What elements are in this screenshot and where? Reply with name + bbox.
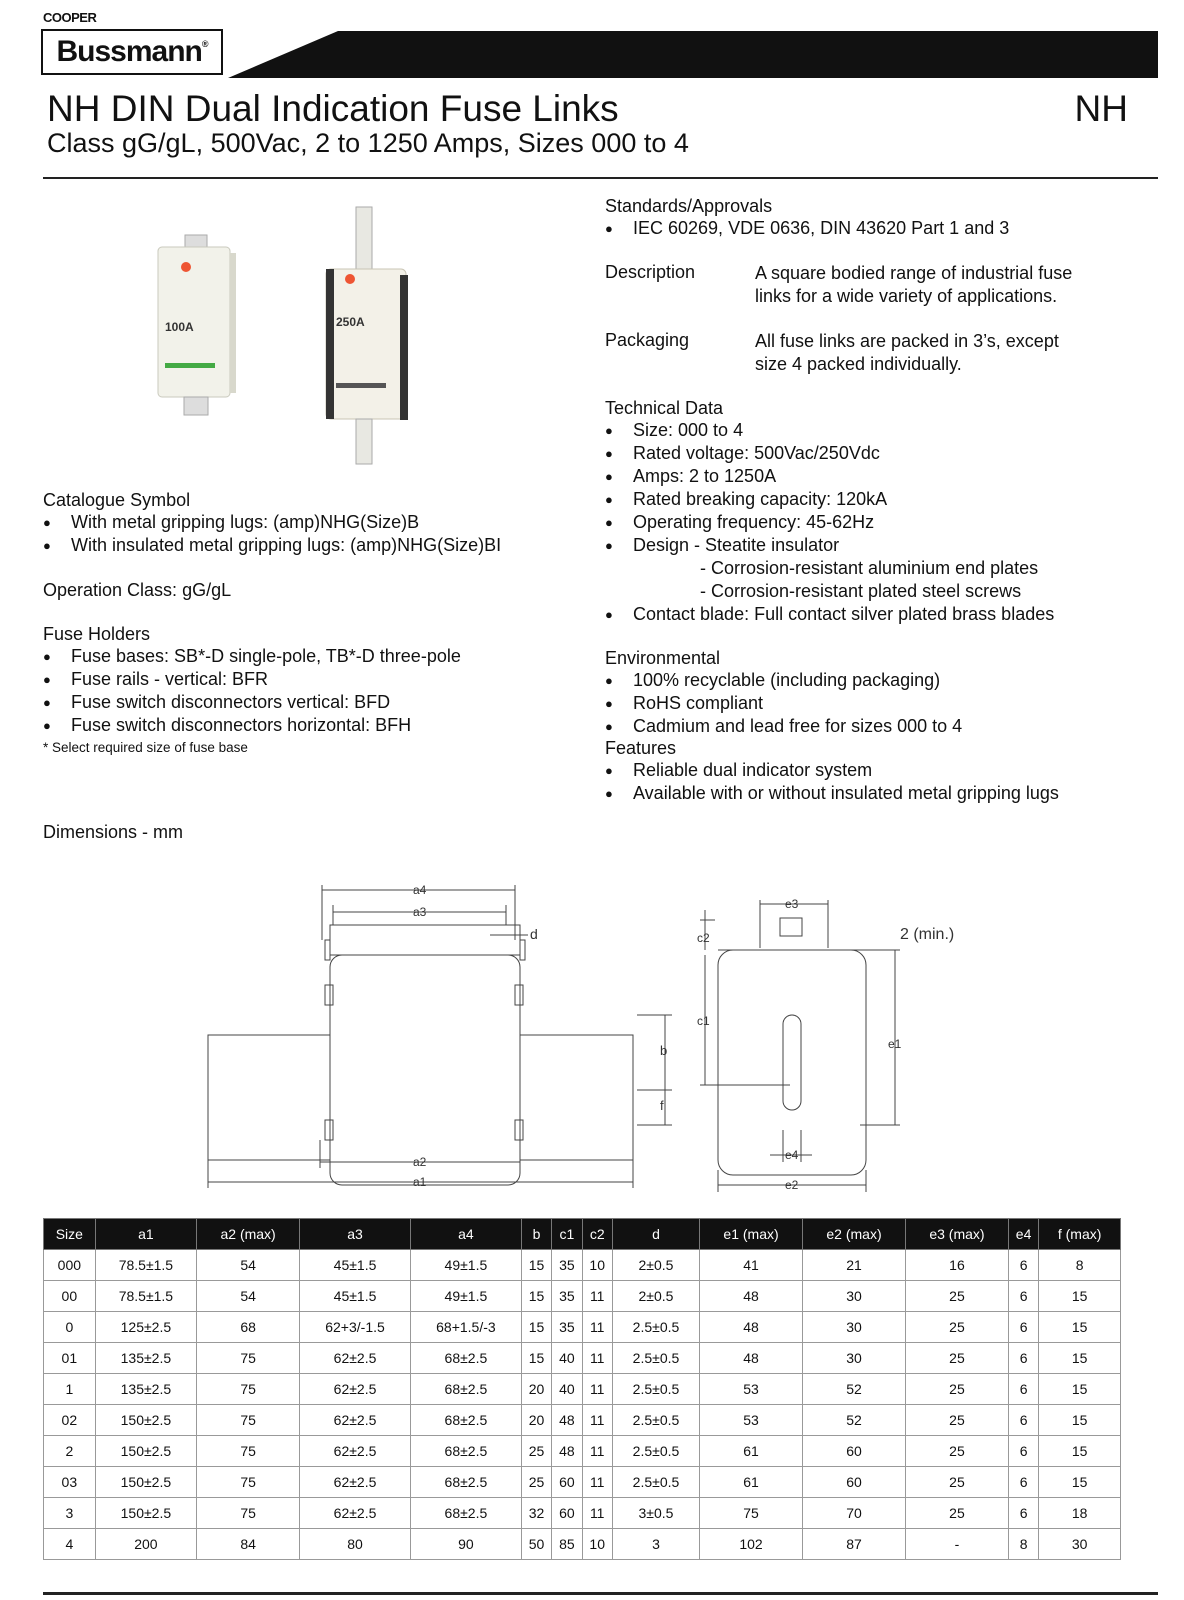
table-cell: 135±2.5 bbox=[95, 1374, 196, 1405]
table-cell: 25 bbox=[905, 1405, 1008, 1436]
table-cell: 15 bbox=[521, 1343, 551, 1374]
table-cell: 21 bbox=[803, 1250, 906, 1281]
table-cell: 60 bbox=[552, 1467, 582, 1498]
table-cell: 41 bbox=[700, 1250, 803, 1281]
table-row bbox=[44, 1250, 1121, 1281]
operation-class bbox=[43, 579, 583, 602]
table-cell: 15 bbox=[1039, 1312, 1121, 1343]
table-cell: 15 bbox=[1039, 1405, 1121, 1436]
table-cell: 6 bbox=[1008, 1405, 1038, 1436]
features-heading: Features bbox=[605, 738, 677, 758]
table-cell: 48 bbox=[700, 1343, 803, 1374]
table-cell: 2.5±0.5 bbox=[612, 1343, 699, 1374]
table-cell: 10 bbox=[582, 1529, 612, 1560]
table-cell: 11 bbox=[582, 1343, 612, 1374]
list-item: ● With metal gripping lugs: (amp)NHG(Size)B bbox=[43, 511, 583, 534]
label-a2: a2 bbox=[413, 1155, 427, 1169]
table-cell: 2±0.5 bbox=[612, 1250, 699, 1281]
table-cell: 60 bbox=[803, 1467, 906, 1498]
fuse-photo bbox=[150, 205, 410, 465]
table-cell: 49±1.5 bbox=[410, 1281, 521, 1312]
list-item: ● Cadmium and lead free for sizes 000 to 4 bbox=[605, 715, 1165, 738]
description-line: links for a wide variety of applications. bbox=[755, 286, 1058, 306]
table-cell: 11 bbox=[582, 1498, 612, 1529]
table-cell: 11 bbox=[582, 1281, 612, 1312]
operation-value: gG/gL bbox=[182, 580, 232, 600]
cooper-logo: COOPER bbox=[43, 10, 97, 25]
list-item: ● Fuse switch disconnectors horizontal: BFH bbox=[43, 714, 583, 737]
fuse1-rating: 100A bbox=[165, 320, 194, 334]
list-item: ● Rated voltage: 500Vac/250Vdc bbox=[605, 442, 1165, 465]
table-cell: 20 bbox=[521, 1374, 551, 1405]
table-cell: 25 bbox=[905, 1343, 1008, 1374]
catalogue-heading: Catalogue Symbol bbox=[43, 490, 191, 510]
label-c2: c2 bbox=[697, 931, 710, 945]
operation-label: Operation Class: bbox=[43, 580, 178, 600]
label-e3: e3 bbox=[785, 897, 799, 911]
table-row bbox=[44, 1405, 1121, 1436]
table-cell: 11 bbox=[582, 1405, 612, 1436]
table-cell: 62±2.5 bbox=[300, 1343, 411, 1374]
table-cell: 84 bbox=[197, 1529, 300, 1560]
table-cell: 30 bbox=[1039, 1529, 1121, 1560]
table-cell: 11 bbox=[582, 1467, 612, 1498]
table-cell: 68±2.5 bbox=[410, 1405, 521, 1436]
table-cell: 78.5±1.5 bbox=[95, 1250, 196, 1281]
label-b: b bbox=[660, 1043, 668, 1058]
table-cell: 68±2.5 bbox=[410, 1343, 521, 1374]
label-d: d bbox=[530, 926, 538, 942]
table-cell: 000 bbox=[44, 1250, 96, 1281]
environmental-heading: Environmental bbox=[605, 648, 721, 668]
table-cell: 20 bbox=[521, 1405, 551, 1436]
col-header: a1 bbox=[95, 1219, 196, 1250]
table-cell: 75 bbox=[197, 1405, 300, 1436]
col-header: d bbox=[612, 1219, 699, 1250]
table-cell: 78.5±1.5 bbox=[95, 1281, 196, 1312]
header-rule bbox=[43, 177, 1158, 179]
technical-last-list bbox=[605, 603, 1165, 626]
table-cell: 61 bbox=[700, 1467, 803, 1498]
description-row bbox=[605, 262, 1165, 308]
table-cell: 6 bbox=[1008, 1281, 1038, 1312]
table-cell: 87 bbox=[803, 1529, 906, 1560]
table-cell: 18 bbox=[1039, 1498, 1121, 1529]
table-cell: 150±2.5 bbox=[95, 1498, 196, 1529]
table-cell: 150±2.5 bbox=[95, 1467, 196, 1498]
table-cell: 3 bbox=[44, 1498, 96, 1529]
table-cell: 75 bbox=[197, 1374, 300, 1405]
table-cell: 62±2.5 bbox=[300, 1436, 411, 1467]
table-cell: 70 bbox=[803, 1498, 906, 1529]
table-cell: 75 bbox=[197, 1467, 300, 1498]
table-cell: 68±2.5 bbox=[410, 1374, 521, 1405]
list-item: ● Reliable dual indicator system bbox=[605, 759, 1165, 782]
list-item: ● Fuse switch disconnectors vertical: BFD bbox=[43, 691, 583, 714]
table-cell: 35 bbox=[552, 1281, 582, 1312]
table-cell: 62±2.5 bbox=[300, 1374, 411, 1405]
table-row bbox=[44, 1312, 1121, 1343]
table-cell: 30 bbox=[803, 1312, 906, 1343]
list-item: ● Fuse bases: SB*-D single-pole, TB*-D three-pole bbox=[43, 645, 583, 668]
table-cell: 25 bbox=[521, 1467, 551, 1498]
table-cell: 45±1.5 bbox=[300, 1250, 411, 1281]
table-row bbox=[44, 1281, 1121, 1312]
table-cell: 75 bbox=[700, 1498, 803, 1529]
table-cell: 68±2.5 bbox=[410, 1467, 521, 1498]
label-e4: e4 bbox=[785, 1148, 799, 1162]
table-cell: 54 bbox=[197, 1281, 300, 1312]
list-item: ● Fuse rails - vertical: BFR bbox=[43, 668, 583, 691]
list-item: ● With insulated metal gripping lugs: (amp)NHG(Size)BI bbox=[43, 534, 583, 557]
table-cell: 62+3/-1.5 bbox=[300, 1312, 411, 1343]
table-row bbox=[44, 1529, 1121, 1560]
table-cell: 68±2.5 bbox=[410, 1436, 521, 1467]
table-cell: 3±0.5 bbox=[612, 1498, 699, 1529]
table-cell: 25 bbox=[521, 1436, 551, 1467]
table-cell: 02 bbox=[44, 1405, 96, 1436]
col-header: c2 bbox=[582, 1219, 612, 1250]
table-cell: - bbox=[905, 1529, 1008, 1560]
packaging-row bbox=[605, 330, 1165, 376]
table-cell: 25 bbox=[905, 1374, 1008, 1405]
table-cell: 32 bbox=[521, 1498, 551, 1529]
technical-list bbox=[605, 419, 1165, 557]
holders-list bbox=[43, 645, 583, 737]
table-row bbox=[44, 1498, 1121, 1529]
table-cell: 16 bbox=[905, 1250, 1008, 1281]
table-cell: 2.5±0.5 bbox=[612, 1312, 699, 1343]
table-cell: 40 bbox=[552, 1343, 582, 1374]
table-cell: 15 bbox=[1039, 1467, 1121, 1498]
catalogue-list bbox=[43, 511, 583, 557]
holders-note: * Select required size of fuse base bbox=[43, 740, 248, 755]
table-cell: 15 bbox=[1039, 1436, 1121, 1467]
table-cell: 150±2.5 bbox=[95, 1405, 196, 1436]
table-cell: 15 bbox=[521, 1312, 551, 1343]
table-cell: 6 bbox=[1008, 1436, 1038, 1467]
table-cell: 2.5±0.5 bbox=[612, 1374, 699, 1405]
table-cell: 00 bbox=[44, 1281, 96, 1312]
table-cell: 15 bbox=[1039, 1343, 1121, 1374]
table-cell: 25 bbox=[905, 1312, 1008, 1343]
product-code: NH bbox=[1074, 88, 1128, 129]
col-header: e4 bbox=[1008, 1219, 1038, 1250]
table-cell: 68+1.5/-3 bbox=[410, 1312, 521, 1343]
table-cell: 61 bbox=[700, 1436, 803, 1467]
table-header-row bbox=[44, 1219, 1121, 1250]
table-cell: 49±1.5 bbox=[410, 1250, 521, 1281]
col-header: e3 (max) bbox=[905, 1219, 1008, 1250]
table-cell: 2 bbox=[44, 1436, 96, 1467]
features-list bbox=[605, 759, 1165, 805]
table-cell: 48 bbox=[700, 1312, 803, 1343]
table-cell: 62±2.5 bbox=[300, 1405, 411, 1436]
table-cell: 0 bbox=[44, 1312, 96, 1343]
bussmann-logo: Bussmann ® bbox=[41, 29, 223, 75]
table-row bbox=[44, 1343, 1121, 1374]
table-cell: 8 bbox=[1008, 1529, 1038, 1560]
table-cell: 6 bbox=[1008, 1312, 1038, 1343]
table-cell: 102 bbox=[700, 1529, 803, 1560]
table-cell: 11 bbox=[582, 1374, 612, 1405]
table-cell: 85 bbox=[552, 1529, 582, 1560]
table-cell: 60 bbox=[803, 1436, 906, 1467]
table-cell: 11 bbox=[582, 1312, 612, 1343]
table-cell: 50 bbox=[521, 1529, 551, 1560]
header-banner bbox=[228, 31, 1158, 78]
table-cell: 35 bbox=[552, 1250, 582, 1281]
list-item: ● Rated breaking capacity: 120kA bbox=[605, 488, 1165, 511]
table-cell: 80 bbox=[300, 1529, 411, 1560]
table-cell: 75 bbox=[197, 1498, 300, 1529]
table-cell: 30 bbox=[803, 1343, 906, 1374]
dimension-drawing bbox=[200, 880, 1000, 1215]
table-cell: 8 bbox=[1039, 1250, 1121, 1281]
description-label: Description bbox=[605, 262, 696, 282]
standards-heading: Standards/Approvals bbox=[605, 196, 773, 216]
list-item: ● Design - Steatite insulator bbox=[605, 534, 1165, 557]
list-item: ● Amps: 2 to 1250A bbox=[605, 465, 1165, 488]
table-cell: 01 bbox=[44, 1343, 96, 1374]
list-item: ● Size: 000 to 4 bbox=[605, 419, 1165, 442]
table-cell: 25 bbox=[905, 1281, 1008, 1312]
table-cell: 40 bbox=[552, 1374, 582, 1405]
table-cell: 52 bbox=[803, 1405, 906, 1436]
dimensions-heading: Dimensions - mm bbox=[43, 822, 184, 842]
table-row bbox=[44, 1436, 1121, 1467]
list-item: ● 100% recyclable (including packaging) bbox=[605, 669, 1165, 692]
table-cell: 135±2.5 bbox=[95, 1343, 196, 1374]
standards-list bbox=[605, 217, 1165, 240]
packaging-label: Packaging bbox=[605, 330, 690, 350]
table-cell: 6 bbox=[1008, 1467, 1038, 1498]
table-cell: 6 bbox=[1008, 1250, 1038, 1281]
table-cell: 68±2.5 bbox=[410, 1498, 521, 1529]
col-header: e1 (max) bbox=[700, 1219, 803, 1250]
table-cell: 62±2.5 bbox=[300, 1467, 411, 1498]
table-cell: 30 bbox=[803, 1281, 906, 1312]
table-cell: 75 bbox=[197, 1343, 300, 1374]
label-e2: e2 bbox=[785, 1178, 799, 1192]
design-sub-2: - Corrosion-resistant plated steel screws bbox=[700, 581, 1022, 601]
table-cell: 75 bbox=[197, 1436, 300, 1467]
table-cell: 150±2.5 bbox=[95, 1436, 196, 1467]
table-cell: 68 bbox=[197, 1312, 300, 1343]
table-cell: 15 bbox=[1039, 1281, 1121, 1312]
table-cell: 53 bbox=[700, 1405, 803, 1436]
col-header: a2 (max) bbox=[197, 1219, 300, 1250]
col-header: e2 (max) bbox=[803, 1219, 906, 1250]
packaging-line: size 4 packed individually. bbox=[755, 354, 962, 374]
table-cell: 25 bbox=[905, 1498, 1008, 1529]
page-title: NH DIN Dual Indication Fuse Links bbox=[47, 88, 619, 129]
list-item: ● RoHS compliant bbox=[605, 692, 1165, 715]
table-cell: 48 bbox=[552, 1436, 582, 1467]
table-row bbox=[44, 1374, 1121, 1405]
description-line: A square bodied range of industrial fuse bbox=[755, 263, 1073, 283]
table-cell: 6 bbox=[1008, 1374, 1038, 1405]
table-cell: 15 bbox=[521, 1281, 551, 1312]
label-a3: a3 bbox=[413, 905, 427, 919]
label-c1: c1 bbox=[697, 1014, 710, 1028]
label-a1: a1 bbox=[413, 1175, 427, 1189]
label-f: f bbox=[660, 1098, 664, 1113]
table-cell: 62±2.5 bbox=[300, 1498, 411, 1529]
label-a4: a4 bbox=[413, 883, 427, 897]
list-item: ● Available with or without insulated metal gripping lugs bbox=[605, 782, 1165, 805]
table-cell: 1 bbox=[44, 1374, 96, 1405]
col-header: a4 bbox=[410, 1219, 521, 1250]
table-cell: 6 bbox=[1008, 1343, 1038, 1374]
table-cell: 90 bbox=[410, 1529, 521, 1560]
table-cell: 25 bbox=[905, 1467, 1008, 1498]
col-header: c1 bbox=[552, 1219, 582, 1250]
label-min: 2 (min.) bbox=[900, 926, 955, 943]
technical-heading: Technical Data bbox=[605, 398, 724, 418]
packaging-line: All fuse links are packed in 3’s, except bbox=[755, 331, 1059, 351]
table-cell: 6 bbox=[1008, 1498, 1038, 1529]
table-cell: 03 bbox=[44, 1467, 96, 1498]
table-cell: 15 bbox=[521, 1250, 551, 1281]
table-cell: 200 bbox=[95, 1529, 196, 1560]
table-cell: 35 bbox=[552, 1312, 582, 1343]
table-cell: 2.5±0.5 bbox=[612, 1436, 699, 1467]
table-cell: 10 bbox=[582, 1250, 612, 1281]
table-cell: 4 bbox=[44, 1529, 96, 1560]
table-cell: 2.5±0.5 bbox=[612, 1467, 699, 1498]
col-header: Size bbox=[44, 1219, 96, 1250]
list-item: ● IEC 60269, VDE 0636, DIN 43620 Part 1 and 3 bbox=[605, 217, 1165, 240]
holders-heading: Fuse Holders bbox=[43, 624, 151, 644]
table-cell: 54 bbox=[197, 1250, 300, 1281]
table-cell: 3 bbox=[612, 1529, 699, 1560]
footer-rule bbox=[43, 1592, 1158, 1595]
table-cell: 2±0.5 bbox=[612, 1281, 699, 1312]
table-cell: 48 bbox=[700, 1281, 803, 1312]
table-cell: 48 bbox=[552, 1405, 582, 1436]
table-cell: 60 bbox=[552, 1498, 582, 1529]
col-header: a3 bbox=[300, 1219, 411, 1250]
list-item: ● Contact blade: Full contact silver plated brass blades bbox=[605, 603, 1165, 626]
list-item: ● Operating frequency: 45-62Hz bbox=[605, 511, 1165, 534]
table-cell: 45±1.5 bbox=[300, 1281, 411, 1312]
col-header: b bbox=[521, 1219, 551, 1250]
col-header: f (max) bbox=[1039, 1219, 1121, 1250]
table-cell: 52 bbox=[803, 1374, 906, 1405]
table-cell: 2.5±0.5 bbox=[612, 1405, 699, 1436]
table-cell: 53 bbox=[700, 1374, 803, 1405]
table-cell: 25 bbox=[905, 1436, 1008, 1467]
table-row bbox=[44, 1467, 1121, 1498]
table-cell: 15 bbox=[1039, 1374, 1121, 1405]
label-e1: e1 bbox=[888, 1037, 902, 1051]
page-subtitle: Class gG/gL, 500Vac, 2 to 1250 Amps, Sizes 000 to 4 bbox=[47, 128, 689, 158]
dimensions-table bbox=[43, 1218, 1121, 1560]
table-cell: 125±2.5 bbox=[95, 1312, 196, 1343]
fuse2-rating: 250A bbox=[336, 315, 365, 329]
design-sub-1: - Corrosion-resistant aluminium end plates bbox=[700, 558, 1039, 578]
environmental-list bbox=[605, 669, 1165, 738]
bussmann-name: Bussmann bbox=[56, 35, 202, 68]
table-cell: 11 bbox=[582, 1436, 612, 1467]
